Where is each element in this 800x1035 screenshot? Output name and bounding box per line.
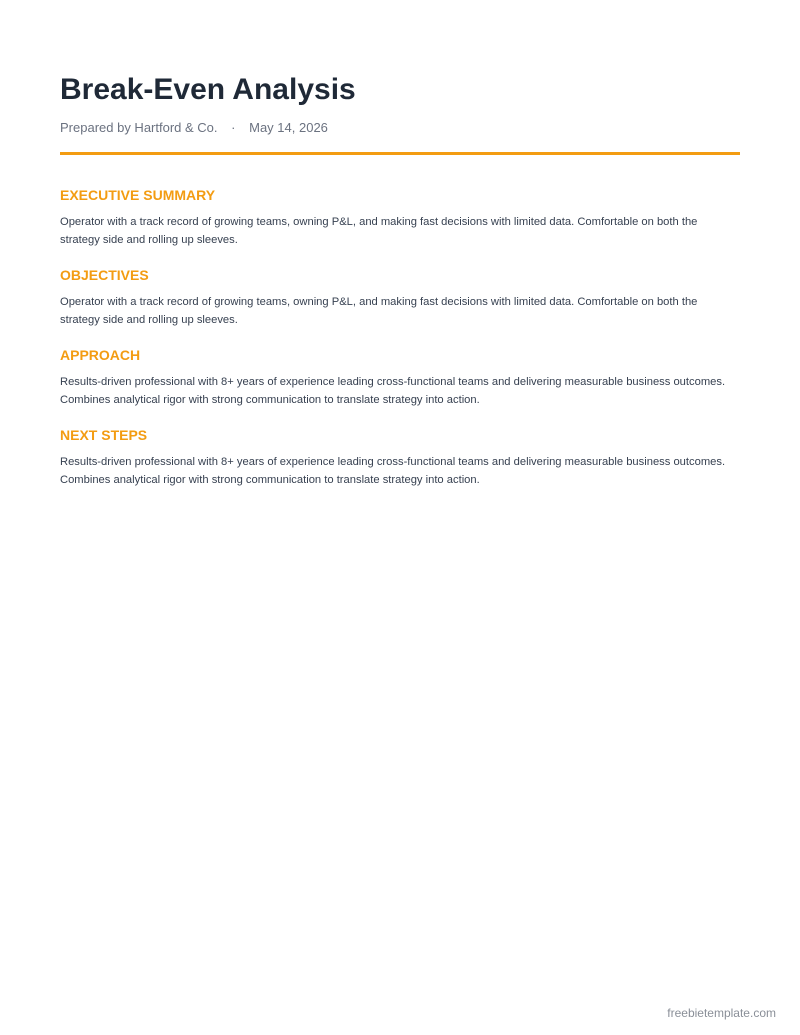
header-divider [60, 152, 740, 155]
section-approach [60, 346, 740, 409]
section-heading: NEXT STEPS [60, 427, 148, 443]
section-heading: APPROACH [60, 347, 141, 363]
document-date: May 14, 2026 [249, 120, 328, 135]
section-heading: EXECUTIVE SUMMARY [60, 187, 216, 203]
section-body: Operator with a track record of growing teams, owning P&L, and making fast decisions with limited data. Comfortable on both the strategy side and rolling up sleeves. [60, 216, 698, 246]
document-title: Break-Even Analysis [60, 73, 356, 106]
document-meta [60, 119, 328, 137]
section-body: Operator with a track record of growing teams, owning P&L, and making fast decisions with limited data. Comfortable on both the strategy side and rolling up sleeves. [60, 296, 698, 326]
prepared-by-text: Prepared by Hartford & Co. [60, 120, 218, 135]
meta-separator: · [231, 120, 236, 135]
section-heading: OBJECTIVES [60, 267, 149, 283]
footer-watermark: freebietemplate.com [667, 1006, 776, 1020]
section-next-steps [60, 426, 740, 489]
section-body: Results-driven professional with 8+ years of experience leading cross-functional teams and delivering measurable business outcomes. Combines analytical rigor with strong communication to translate strategy into action. [60, 376, 726, 406]
section-body: Results-driven professional with 8+ years of experience leading cross-functional teams and delivering measurable business outcomes. Combines analytical rigor with strong communication to translate strategy into action. [60, 456, 726, 486]
section-objectives [60, 266, 740, 329]
section-executive-summary [60, 186, 740, 249]
